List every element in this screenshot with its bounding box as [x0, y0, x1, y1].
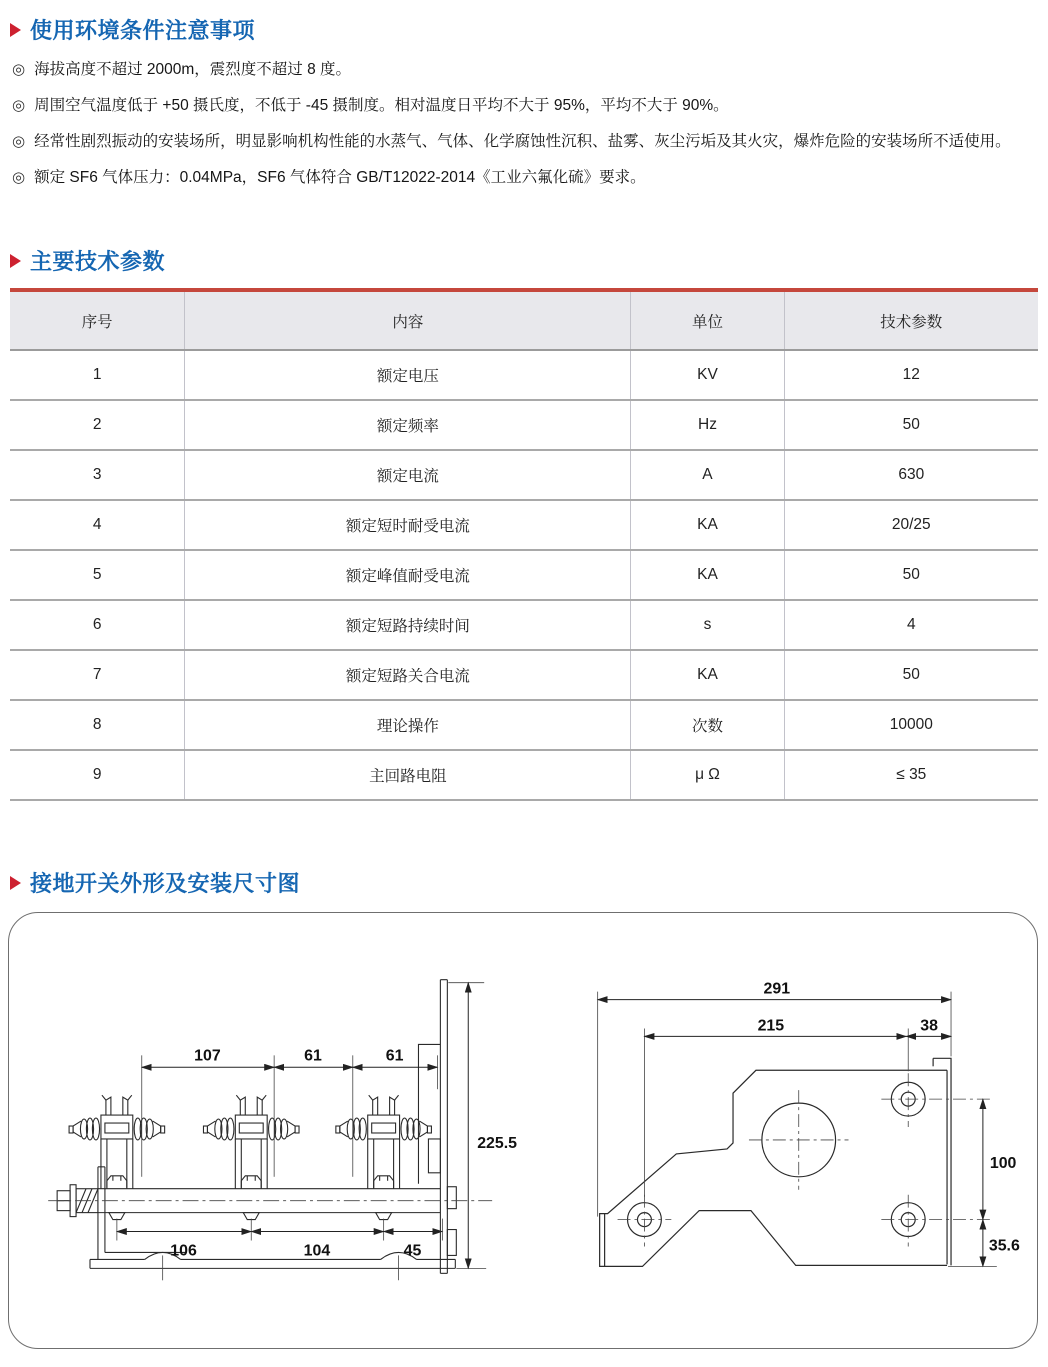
cell-content: 额定频率 [185, 400, 631, 450]
col-header-index: 序号 [10, 290, 185, 350]
cell-unit: KV [631, 350, 784, 400]
ring-bullet-icon: ◎ [12, 169, 26, 186]
dimension-label: 106 [170, 1242, 197, 1260]
dimension-label: 291 [763, 980, 791, 998]
env-note-item [12, 59, 1044, 81]
env-note-item [12, 131, 1044, 153]
dimension-label: 38 [920, 1017, 938, 1035]
ring-bullet-icon: ◎ [12, 133, 26, 150]
tech-params-table [10, 288, 1038, 801]
cell-value: 20/25 [784, 500, 1038, 550]
cell-content: 理论操作 [185, 700, 631, 750]
cell-value: ≤ 35 [784, 750, 1038, 800]
cell-value: 4 [784, 600, 1038, 650]
cell-index: 4 [10, 500, 185, 550]
cell-unit: KA [631, 550, 784, 600]
section-title-text: 接地开关外形及安装尺寸图 [30, 871, 301, 896]
dimension-label: 225.5 [477, 1134, 518, 1152]
env-note-text: 海拔高度不超过 2000m，震烈度不超过 8 度。 [34, 61, 352, 78]
cell-content: 主回路电阻 [185, 750, 631, 800]
table-row [10, 600, 1038, 650]
section-title-text: 主要技术参数 [30, 249, 166, 274]
ring-bullet-icon: ◎ [12, 61, 26, 78]
cell-value: 50 [784, 550, 1038, 600]
cell-value: 12 [784, 350, 1038, 400]
cell-content: 额定峰值耐受电流 [185, 550, 631, 600]
dimension-drawing-svg [9, 913, 1037, 1348]
cell-index: 7 [10, 650, 185, 700]
col-header-value: 技术参数 [784, 290, 1038, 350]
cell-content: 额定电流 [185, 450, 631, 500]
cell-value: 10000 [784, 700, 1038, 750]
col-header-content: 内容 [185, 290, 631, 350]
dimension-drawing-box [8, 912, 1038, 1349]
cell-index: 5 [10, 550, 185, 600]
environment-notes-list [0, 45, 1048, 189]
switch-outline-drawing [48, 980, 517, 1281]
red-triangle-icon [10, 876, 21, 890]
cell-index: 2 [10, 400, 185, 450]
env-note-text: 经常性剧烈振动的安装场所，明显影响机构性能的水蒸气、气体、化学腐蚀性沉积、盐雾、灰尘污垢及其火灾，爆炸危险的安装场所不适使用。 [34, 133, 1011, 150]
dimension-label: 215 [757, 1017, 785, 1035]
cell-index: 3 [10, 450, 185, 500]
cell-unit: KA [631, 650, 784, 700]
cell-index: 8 [10, 700, 185, 750]
cell-content: 额定电压 [185, 350, 631, 400]
env-note-item [12, 95, 1044, 117]
cell-index: 1 [10, 350, 185, 400]
cell-value: 50 [784, 400, 1038, 450]
table-row [10, 550, 1038, 600]
table-row [10, 500, 1038, 550]
table-row [10, 400, 1038, 450]
section-title-environment [0, 0, 1048, 45]
dimension-label: 35.6 [988, 1237, 1020, 1255]
cell-value: 630 [784, 450, 1038, 500]
table-row [10, 750, 1038, 800]
cell-index: 9 [10, 750, 185, 800]
dimension-label: 104 [303, 1242, 331, 1260]
env-note-text: 额定 SF6 气体压力：0.04MPa，SF6 气体符合 GB/T12022-2014《工业六氟化硫》要求。 [34, 169, 646, 186]
cell-content: 额定短时耐受电流 [185, 500, 631, 550]
dimension-label: 45 [403, 1242, 422, 1260]
red-triangle-icon [10, 23, 21, 37]
table-row [10, 700, 1038, 750]
cell-unit: A [631, 450, 784, 500]
cell-value: 50 [784, 650, 1038, 700]
cell-index: 6 [10, 600, 185, 650]
table-row [10, 450, 1038, 500]
cell-content: 额定短路持续时间 [185, 600, 631, 650]
ring-bullet-icon: ◎ [12, 97, 26, 114]
cell-unit: s [631, 600, 784, 650]
env-note-item [12, 167, 1044, 189]
section-title-drawing [0, 853, 1048, 898]
cell-content: 额定短路关合电流 [185, 650, 631, 700]
cell-unit: KA [631, 500, 784, 550]
mounting-plate-drawing [598, 981, 1020, 1267]
table-row [10, 350, 1038, 400]
env-note-text: 周围空气温度低于 +50 摄氏度，不低于 -45 摄制度。相对温度日平均不大于 95%，平均不大于 90%。 [34, 97, 729, 114]
table-row [10, 650, 1038, 700]
section-title-parameters [0, 231, 1048, 276]
dimension-label: 100 [989, 1154, 1017, 1172]
red-triangle-icon [10, 254, 21, 268]
dimension-label: 61 [385, 1047, 404, 1065]
dimension-label: 61 [304, 1047, 322, 1065]
dimension-label: 107 [194, 1047, 221, 1065]
col-header-unit: 单位 [631, 290, 784, 350]
cell-unit: μ Ω [631, 750, 784, 800]
cell-unit: Hz [631, 400, 784, 450]
section-title-text: 使用环境条件注意事项 [30, 18, 256, 43]
cell-unit: 次数 [631, 700, 784, 750]
table-header-row [10, 290, 1038, 350]
